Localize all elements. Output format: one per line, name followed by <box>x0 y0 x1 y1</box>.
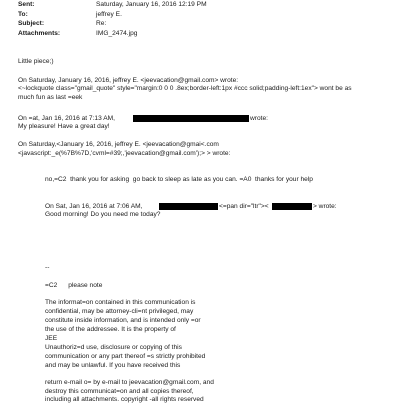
attachments-value[interactable]: IMG_2474.jpg <box>96 29 138 37</box>
to-row <box>18 10 207 20</box>
subject-value: Re: <box>96 20 107 28</box>
redaction-box <box>159 203 218 210</box>
quote3-line-b: <javascript:_e(%7B%7D,'cvml=#39;,'jeevacation@gmail.com');> > wrote: <box>18 150 231 157</box>
disclaimer-line: return e-mail o= by e-mail to jeevacation@gmail.com, and <box>45 379 214 386</box>
signature-dash: -- <box>45 264 50 271</box>
quote5-line-b: Good morning! Do you need me today? <box>45 211 161 218</box>
attachments-label: Attachments: <box>18 29 61 37</box>
disclaimer-line: and may be unlawful. If you have received this <box>45 362 181 369</box>
redaction-box <box>272 203 312 210</box>
sent-label: Sent: <box>18 1 35 8</box>
quote3-line-a: On Saturday,<January 16, 2016, jeffrey E. <jeevacation@gmai<.com <box>18 141 219 148</box>
disclaimer-line: JEE <box>45 335 58 342</box>
quote4-line: no,=C2 thank you for asking go back to sleep as late as you can. =A0 thanks for your help <box>45 176 313 183</box>
disclaimer-line: destroy this communicat=on and all copies thereof, <box>45 388 194 395</box>
attachments-row <box>18 29 207 39</box>
quote2-line-a-post: wrote: <box>250 115 268 122</box>
quote5-line-a-pre: On Sat, Jan 16, 2016 at 7:06 AM, <box>45 203 143 210</box>
quote5-line-a-mid: <=pan dir="ltr">< <box>219 203 269 210</box>
sent-row <box>18 0 207 10</box>
sent-value: Saturday, January 16, 2016 12:19 PM <box>96 1 207 8</box>
disclaimer-line: constitute inside information, and is intended only =or <box>45 317 201 324</box>
to-value: jeffrey E. <box>96 10 122 18</box>
quote5-line-a-post: > wrote: <box>313 203 337 210</box>
disclaimer-line: The informat=on contained in this communication is <box>45 299 196 306</box>
please-note-line: =C2 please note <box>45 282 103 289</box>
subject-row <box>18 19 207 29</box>
subject-label: Subject: <box>18 20 45 28</box>
disclaimer-line: communication or any part thereof =s strictly prohibited <box>45 353 206 360</box>
disclaimer-line: confidential, may be attorney-cli=nt privileged, may <box>45 308 194 315</box>
disclaimer-line: including all attachments. copyright -all rights reserved <box>45 396 204 403</box>
email-header <box>18 0 207 38</box>
disclaimer-line: Unauthoriz=d use, disclosure or copying of this <box>45 344 182 351</box>
redaction-box <box>133 115 249 122</box>
quote1-line-a: On Saturday, January 16, 2016, jeffrey E. <jeevacation@gmail.com> wrote: <box>18 77 239 84</box>
greeting-line: Little piece;) <box>18 58 54 65</box>
to-label: To: <box>18 10 28 18</box>
quote2-line-a-pre: On =at, Jan 16, 2016 at 7:13 AM, <box>18 115 115 122</box>
disclaimer-line: the use of the addressee. It is the property of <box>45 326 176 333</box>
quote2-line-b: My pleasure! Have a great day! <box>18 123 110 130</box>
quote1-line-c: much fun as last =eek <box>18 94 83 101</box>
quote1-line-b: <~lockquote class="gmail_quote" style="margin:0 0 0 .8ex;border-left:1px #ccc solid;padding-left:1ex"> wont be as <box>18 85 352 92</box>
